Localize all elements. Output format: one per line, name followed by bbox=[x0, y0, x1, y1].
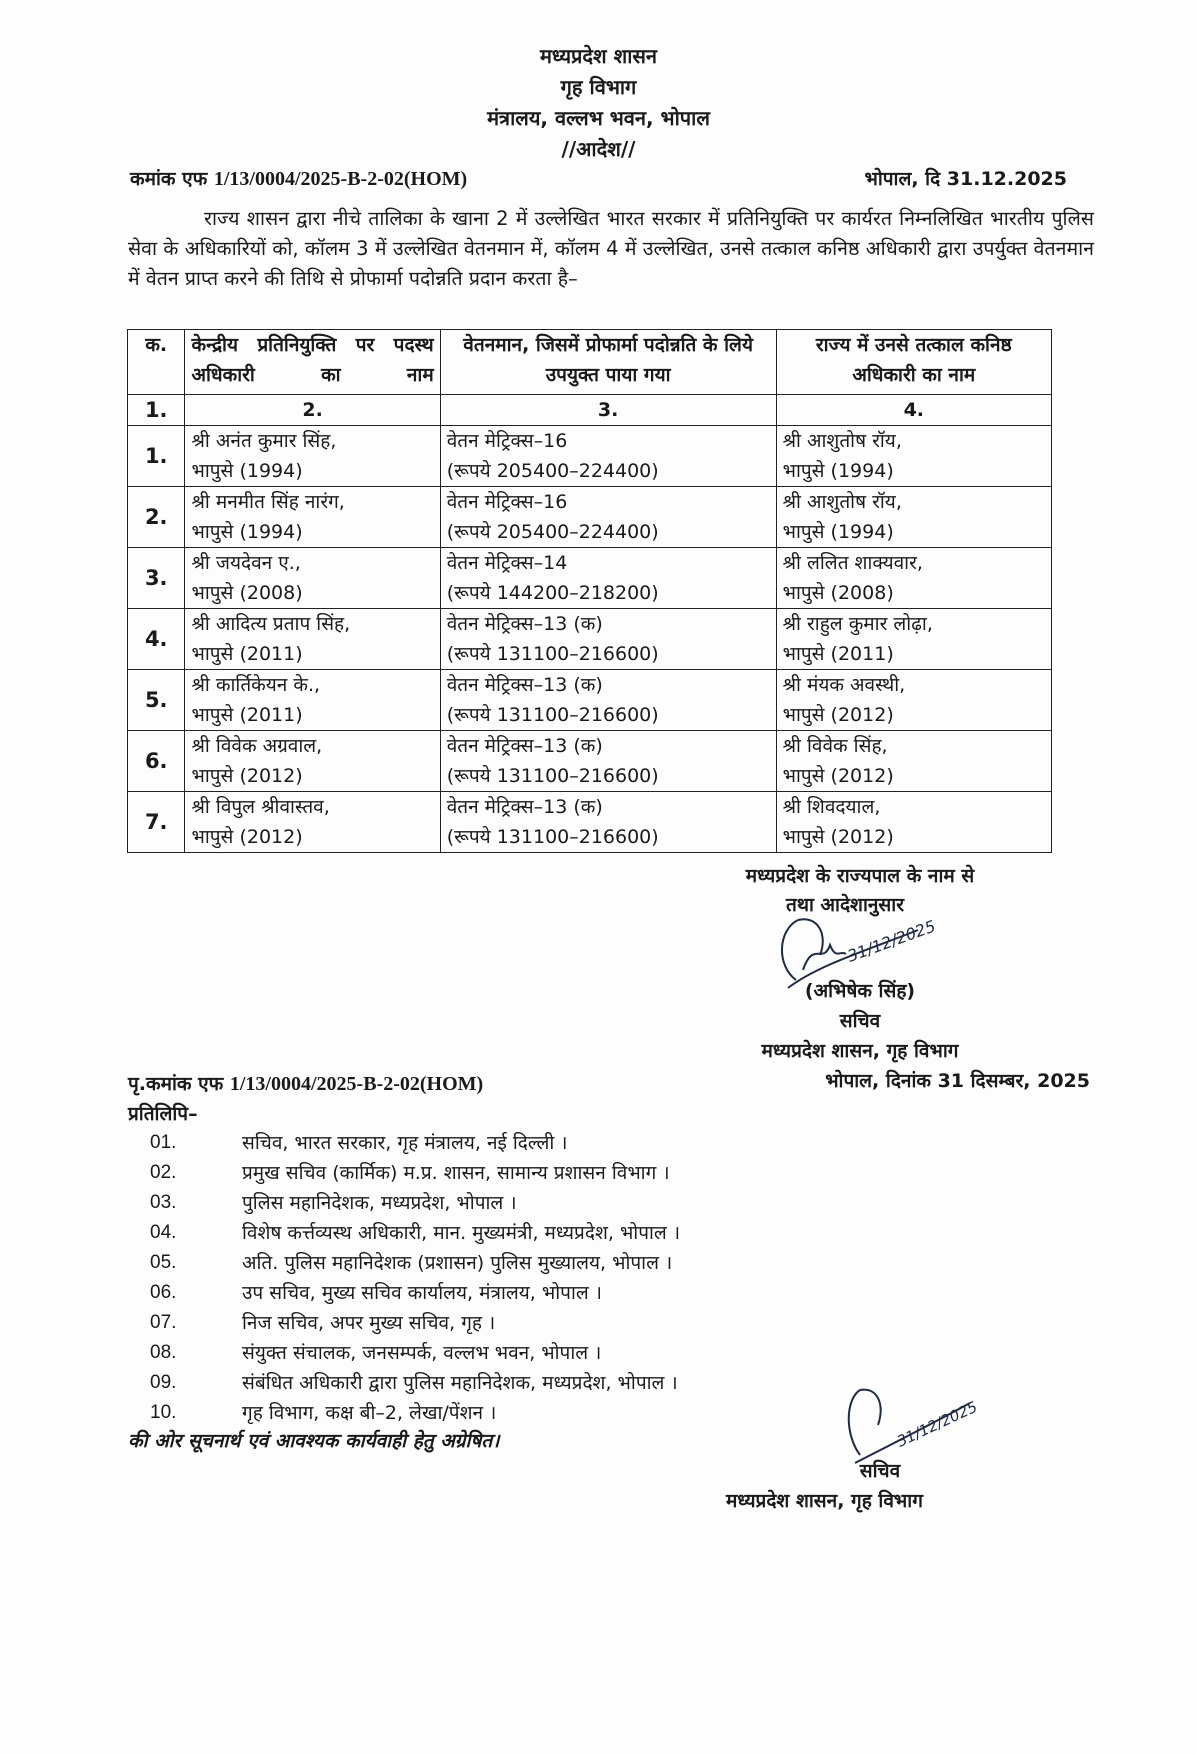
pay-scale-cell bbox=[440, 670, 776, 731]
copy-recipient-text: पुलिस महानिदेशक, मध्यप्रदेश, भोपाल । bbox=[242, 1192, 517, 1214]
copy-recipient-number: 08. bbox=[150, 1342, 177, 1363]
pay-level: वेतन मेट्रिक्स–16 bbox=[446, 491, 568, 513]
pay-scale-cell bbox=[440, 426, 776, 487]
junior-officer-service-batch: भापुसे (2012) bbox=[782, 704, 894, 726]
pay-range: (रूपये 131100–216600) bbox=[446, 765, 659, 787]
serial-number: 7. bbox=[128, 792, 185, 853]
table-body bbox=[128, 426, 1052, 853]
copy-recipient-text: सचिव, भारत सरकार, गृह मंत्रालय, नई दिल्ली । bbox=[242, 1132, 568, 1154]
junior-officer-cell bbox=[776, 670, 1051, 731]
endorsement-designation: सचिव bbox=[859, 1460, 901, 1482]
column-number: 2. bbox=[185, 395, 440, 426]
table-row bbox=[128, 670, 1052, 731]
copy-recipient-text: गृह विभाग, कक्ष बी–2, लेखा/पेंशन । bbox=[242, 1402, 497, 1424]
copy-recipient-text: निज सचिव, अपर मुख्य सचिव, गृह । bbox=[242, 1312, 496, 1334]
signature-loop bbox=[849, 1390, 881, 1455]
header-junior-officer: राज्य में उनसे तत्काल कनिष्ठ अधिकारी का नाम bbox=[776, 330, 1051, 395]
officer-name: श्री विवेक अग्रवाल, bbox=[191, 735, 323, 757]
order-title: //आदेश// bbox=[561, 137, 636, 161]
officer-name: श्री जयदेवन ए., bbox=[191, 552, 301, 574]
government-heading: मध्यप्रदेश शासन bbox=[539, 44, 658, 68]
serial-number: 1. bbox=[128, 426, 185, 487]
copy-recipient-item bbox=[150, 1188, 950, 1218]
table-row bbox=[128, 548, 1052, 609]
officer-cell bbox=[185, 487, 440, 548]
column-number: 1. bbox=[128, 395, 185, 426]
authority-line-1: मध्यप्रदेश के राज्यपाल के नाम से bbox=[745, 865, 975, 887]
junior-officer-cell bbox=[776, 548, 1051, 609]
table-column-number-row bbox=[128, 395, 1052, 426]
header-pay-scale: वेतनमान, जिसमें प्रोफार्मा पदोन्नति के लिये उपयुक्त पाया गया bbox=[440, 330, 776, 395]
junior-officer-service-batch: भापुसे (2008) bbox=[782, 582, 894, 604]
copy-recipient-text: प्रमुख सचिव (कार्मिक) म.प्र. शासन, सामान्य प्रशासन विभाग । bbox=[242, 1162, 670, 1184]
officer-cell bbox=[185, 548, 440, 609]
serial-number: 2. bbox=[128, 487, 185, 548]
table-row bbox=[128, 609, 1052, 670]
copy-recipient-number: 09. bbox=[150, 1372, 177, 1393]
copy-recipient-text: संबंधित अधिकारी द्वारा पुलिस महानिदेशक, मध्यप्रदेश, भोपाल । bbox=[242, 1372, 678, 1394]
order-number bbox=[130, 165, 467, 191]
junior-officer-cell bbox=[776, 426, 1051, 487]
pay-range: (रूपये 205400–224400) bbox=[446, 460, 659, 482]
endorsement-number-value: 1/13/0004/2025-B-2-02(HOM) bbox=[229, 1073, 484, 1095]
pay-scale-cell bbox=[440, 487, 776, 548]
junior-officer-service-batch: भापुसे (1994) bbox=[782, 521, 894, 543]
pay-scale-cell bbox=[440, 609, 776, 670]
copy-recipient-number: 06. bbox=[150, 1282, 177, 1303]
junior-officer-name: श्री ललित शाक्यवार, bbox=[782, 552, 923, 574]
officer-service-batch: भापुसे (2008) bbox=[191, 582, 303, 604]
pay-range: (रूपये 205400–224400) bbox=[446, 521, 659, 543]
copy-recipient-item bbox=[150, 1308, 950, 1338]
copy-recipient-number: 02. bbox=[150, 1162, 177, 1183]
endorsement-department: मध्यप्रदेश शासन, गृह विभाग bbox=[726, 1490, 923, 1512]
copy-recipient-item bbox=[150, 1248, 950, 1278]
officer-service-batch: भापुसे (2011) bbox=[191, 643, 303, 665]
copy-recipient-item bbox=[150, 1128, 950, 1158]
copy-recipient-item bbox=[150, 1278, 950, 1308]
junior-officer-name: श्री मंयक अवस्थी, bbox=[782, 674, 906, 696]
officer-cell bbox=[185, 731, 440, 792]
table-header-row bbox=[128, 330, 1052, 395]
pay-level: वेतन मेट्रिक्स–13 (क) bbox=[446, 735, 603, 757]
officer-name: श्री कार्तिकेयन के., bbox=[191, 674, 321, 696]
signature-date: 31/12/2025 bbox=[894, 1397, 981, 1451]
junior-officer-name: श्री शिवदयाल, bbox=[782, 796, 881, 818]
officer-cell bbox=[185, 426, 440, 487]
pay-range: (रूपये 131100–216600) bbox=[446, 643, 659, 665]
pay-scale-cell bbox=[440, 792, 776, 853]
junior-officer-service-batch: भापुसे (1994) bbox=[782, 460, 894, 482]
header-serial: क. bbox=[128, 330, 185, 395]
junior-officer-cell bbox=[776, 487, 1051, 548]
forwarding-note: की ओर सूचनार्थ एवं आवश्यक कार्यवाही हेतु अग्रेषित। bbox=[128, 1430, 500, 1452]
signature-place-date: भोपाल, दिनांक 31 दिसम्बर, 2025 bbox=[825, 1070, 1090, 1092]
copy-recipient-text: विशेष कर्त्तव्यस्थ अधिकारी, मान. मुख्यमंत्री, मध्यप्रदेश, भोपाल । bbox=[242, 1222, 681, 1244]
pay-scale-cell bbox=[440, 548, 776, 609]
copy-recipient-text: उप सचिव, मुख्य सचिव कार्यालय, मंत्रालय, भोपाल । bbox=[242, 1282, 602, 1304]
serial-number: 6. bbox=[128, 731, 185, 792]
serial-number: 4. bbox=[128, 609, 185, 670]
copy-recipient-item bbox=[150, 1338, 950, 1368]
signatory-name: (अभिषेक सिंह) bbox=[804, 980, 916, 1002]
signatory-designation: सचिव bbox=[839, 1010, 881, 1032]
header-officer-name: केन्द्रीय प्रतिनियुक्ति पर पदस्थ अधिकारी का नाम bbox=[185, 330, 440, 395]
table-row bbox=[128, 792, 1052, 853]
copy-recipient-item bbox=[150, 1218, 950, 1248]
junior-officer-service-batch: भापुसे (2011) bbox=[782, 643, 894, 665]
signatory-department: मध्यप्रदेश शासन, गृह विभाग bbox=[761, 1040, 959, 1062]
officer-service-batch: भापुसे (2012) bbox=[191, 765, 303, 787]
officer-cell bbox=[185, 609, 440, 670]
address-heading: मंत्रालय, वल्लभ भवन, भोपाल bbox=[487, 106, 710, 130]
table-row bbox=[128, 487, 1052, 548]
endorsement-number-prefix: पृ.कमांक एफ bbox=[128, 1073, 224, 1095]
pay-level: वेतन मेट्रिक्स–13 (क) bbox=[446, 613, 603, 635]
officer-service-batch: भापुसे (1994) bbox=[191, 521, 303, 543]
serial-number: 3. bbox=[128, 548, 185, 609]
junior-officer-name: श्री विवेक सिंह, bbox=[782, 735, 888, 757]
copy-recipient-number: 03. bbox=[150, 1192, 177, 1213]
officer-name: श्री अनंत कुमार सिंह, bbox=[191, 430, 337, 452]
department-heading: गृह विभाग bbox=[560, 75, 637, 99]
junior-officer-cell bbox=[776, 609, 1051, 670]
endorsement-number bbox=[128, 1070, 483, 1096]
column-number: 4. bbox=[776, 395, 1051, 426]
officer-name: श्री विपुल श्रीवास्तव, bbox=[191, 796, 330, 818]
second-signature-mark bbox=[830, 1385, 1000, 1465]
officer-name: श्री मनमीत सिंह नारंग, bbox=[191, 491, 345, 513]
pay-level: वेतन मेट्रिक्स–13 (क) bbox=[446, 796, 603, 818]
officer-cell bbox=[185, 792, 440, 853]
pay-level: वेतन मेट्रिक्स–13 (क) bbox=[446, 674, 603, 696]
junior-officer-name: श्री आशुतोष रॉय, bbox=[782, 491, 902, 513]
pay-range: (रूपये 131100–216600) bbox=[446, 704, 659, 726]
pay-range: (रूपये 131100–216600) bbox=[446, 826, 659, 848]
junior-officer-cell bbox=[776, 792, 1051, 853]
copy-recipient-number: 04. bbox=[150, 1222, 177, 1243]
promotion-table bbox=[127, 329, 1052, 853]
copy-recipient-number: 10. bbox=[150, 1402, 177, 1423]
officer-service-batch: भापुसे (1994) bbox=[191, 460, 303, 482]
officer-cell bbox=[185, 670, 440, 731]
copy-recipient-number: 05. bbox=[150, 1252, 177, 1273]
pay-level: वेतन मेट्रिक्स–14 bbox=[446, 552, 568, 574]
authority-line-2: तथा आदेशानुसार bbox=[786, 894, 904, 916]
column-number: 3. bbox=[440, 395, 776, 426]
order-body-paragraph: राज्य शासन द्वारा नीचे तालिका के खाना 2 में उल्लेखित भारत सरकार में प्रतिनियुक्ति पर कार्यरत निम्नलिखित भारतीय पुलिस सेवा के अधिकारियों को, कॉलम 3 में उल्लेखित वेतनमान में, कॉलम 4 में उल्लेखित, उनसे तत्काल कनिष्ठ अधिकारी द्वारा उपर्युक्त वेतनमान में वेतन प्राप्त करने की तिथि से प्रोफार्मा पदोन्नति प्रदान करता है– bbox=[128, 207, 1094, 290]
copy-to-heading: प्रतिलिपि– bbox=[128, 1103, 198, 1125]
copy-to-list bbox=[150, 1128, 950, 1428]
junior-officer-cell bbox=[776, 731, 1051, 792]
order-number-value: 1/13/0004/2025-B-2-02(HOM) bbox=[213, 168, 468, 190]
pay-level: वेतन मेट्रिक्स–16 bbox=[446, 430, 568, 452]
junior-officer-name: श्री राहुल कुमार लोढ़ा, bbox=[782, 613, 933, 635]
junior-officer-service-batch: भापुसे (2012) bbox=[782, 765, 894, 787]
officer-service-batch: भापुसे (2011) bbox=[191, 704, 303, 726]
officer-service-batch: भापुसे (2012) bbox=[191, 826, 303, 848]
copy-recipient-text: संयुक्त संचालक, जनसम्पर्क, वल्लभ भवन, भोपाल । bbox=[242, 1342, 602, 1364]
copy-recipient-item bbox=[150, 1158, 950, 1188]
order-number-prefix: कमांक एफ bbox=[130, 168, 208, 190]
order-place-date: भोपाल, दि 31.12.2025 bbox=[864, 168, 1067, 190]
copy-recipient-number: 07. bbox=[150, 1312, 177, 1333]
signature-date: 31/12/2025 bbox=[844, 916, 939, 966]
junior-officer-service-batch: भापुसे (2012) bbox=[782, 826, 894, 848]
pay-scale-cell bbox=[440, 731, 776, 792]
copy-recipient-number: 01. bbox=[150, 1132, 177, 1153]
pay-range: (रूपये 144200–218200) bbox=[446, 582, 659, 604]
table-row bbox=[128, 426, 1052, 487]
table-row bbox=[128, 731, 1052, 792]
copy-recipient-text: अति. पुलिस महानिदेशक (प्रशासन) पुलिस मुख्यालय, भोपाल । bbox=[242, 1252, 673, 1274]
serial-number: 5. bbox=[128, 670, 185, 731]
officer-name: श्री आदित्य प्रताप सिंह, bbox=[191, 613, 351, 635]
junior-officer-name: श्री आशुतोष रॉय, bbox=[782, 430, 902, 452]
